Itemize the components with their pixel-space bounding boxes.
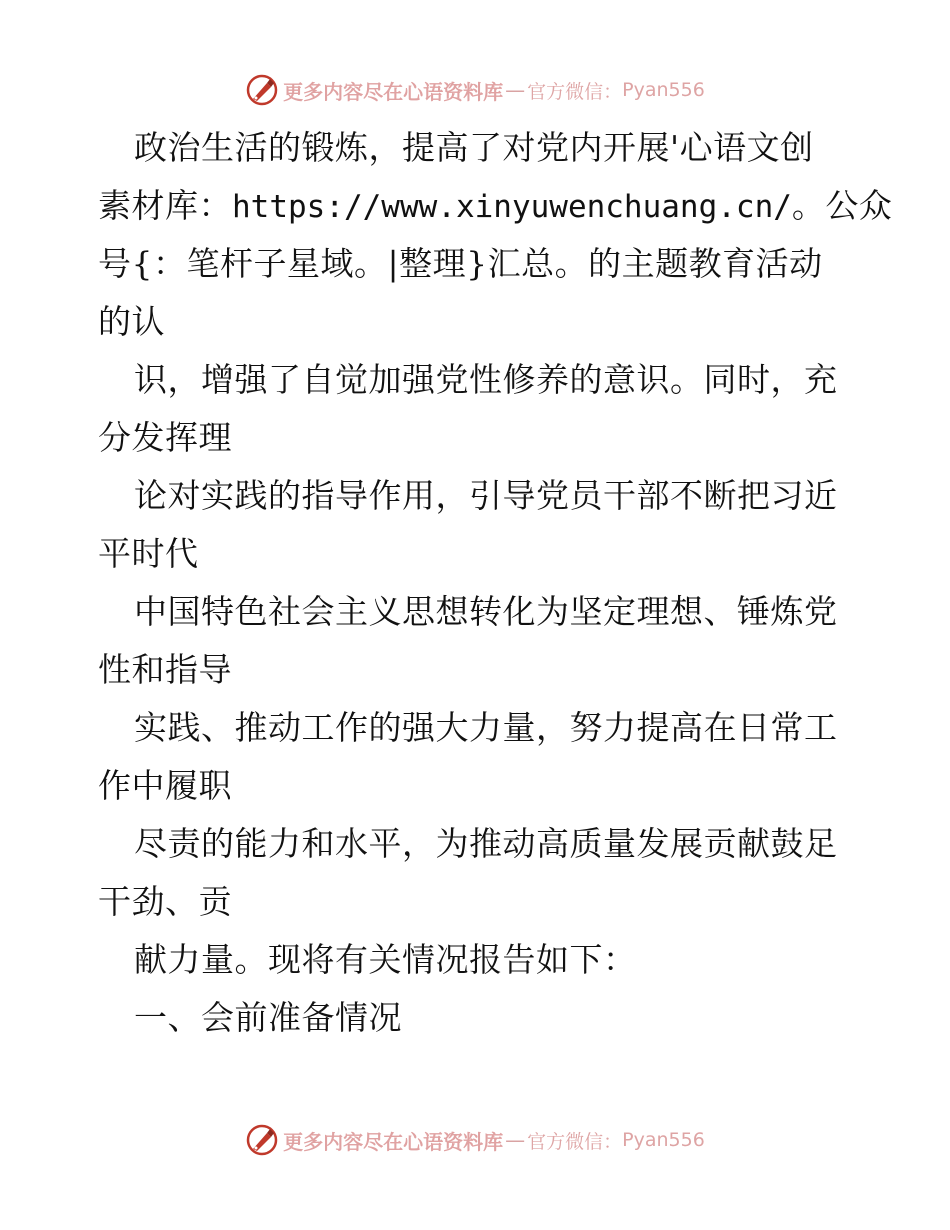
paragraph-line: 尽责的能力和水平，为推动高质量发展贡献鼓足: [134, 824, 838, 863]
header-banner: [0, 72, 950, 108]
paragraph-line: 论对实践的指导作用，引导党员干部不断把习近: [134, 476, 838, 515]
footer-banner: [0, 1122, 950, 1158]
paragraph-line: 献力量。现将有关情况报告如下：: [134, 940, 637, 979]
paragraph-line: 中国特色社会主义思想转化为坚定理想、锤炼党: [134, 592, 838, 631]
paragraph-line: 性和指导: [98, 650, 232, 689]
footer-dash: —: [505, 1128, 526, 1152]
footer-wechat-label: 官方微信：: [527, 1130, 623, 1153]
paragraph-line: 干劲、贡: [98, 882, 232, 921]
footer-brand-text: 更多内容尽在心语资料库: [283, 1129, 504, 1154]
section-heading: 一、会前准备情况: [134, 998, 402, 1037]
paragraph-line: 分发挥理: [98, 418, 232, 457]
footer-wechat-account: Pyan556: [622, 1129, 705, 1151]
header-wechat-label: 官方微信：: [527, 80, 623, 103]
paragraph-line: 的认: [98, 302, 165, 341]
header-wechat-account: Pyan556: [622, 79, 705, 101]
pen-logo-icon: [245, 1123, 279, 1157]
paragraph-line: 平时代: [98, 534, 199, 573]
header-brand-text: 更多内容尽在心语资料库: [283, 79, 504, 104]
pen-logo-icon: [245, 73, 279, 107]
paragraph-line: 素材库：https://www.xinyuwenchuang.cn/。公众: [98, 186, 893, 225]
header-dash: —: [505, 78, 526, 102]
website-url: https://www.xinyuwenchuang.cn/: [232, 189, 792, 225]
paragraph-line: 号{：笔杆子星域。|整理}汇总。的主题教育活动: [98, 244, 823, 283]
paragraph-line: 识，增强了自觉加强党性修养的意识。同时，充: [134, 360, 838, 399]
paragraph-line: 实践、推动工作的强大力量，努力提高在日常工: [134, 708, 838, 747]
paragraph-line: 作中履职: [98, 766, 232, 805]
paragraph-line: 政治生活的锻炼，提高了对党内开展'心语文创: [134, 128, 814, 167]
document-body: [98, 119, 893, 1047]
